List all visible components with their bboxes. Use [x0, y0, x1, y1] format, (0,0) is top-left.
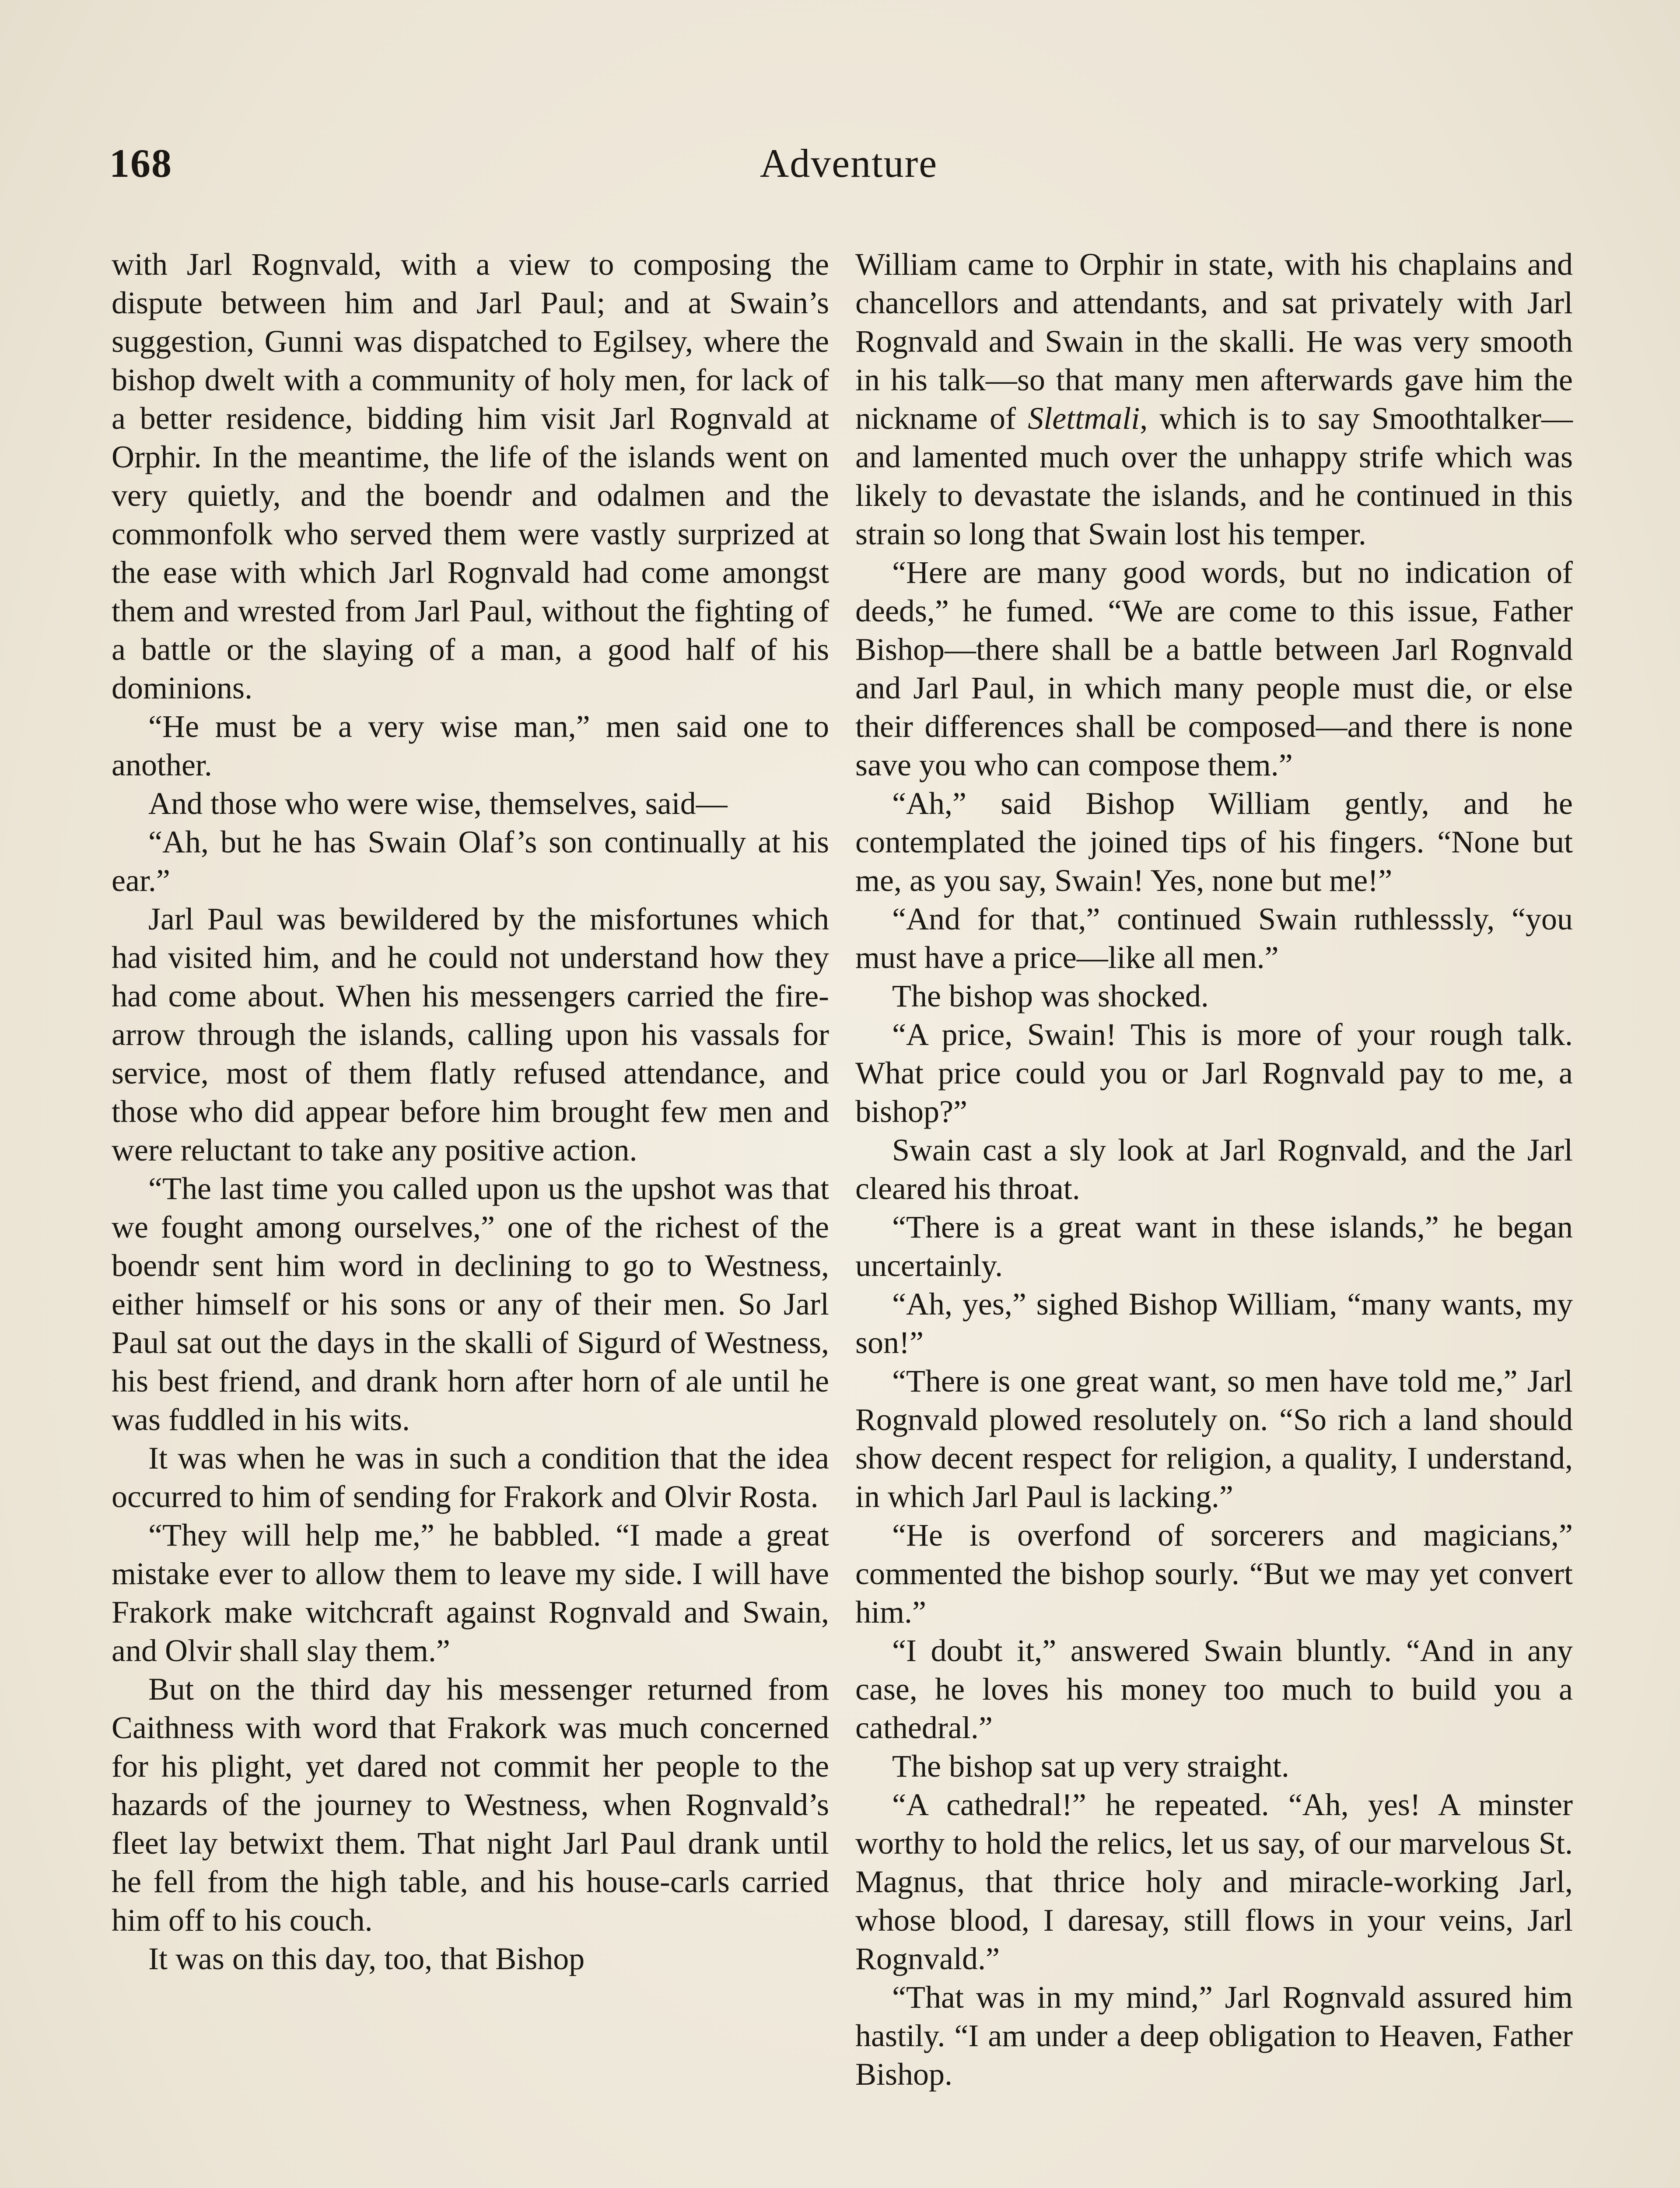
paragraph: “There is one great want, so men have told me,” Jarl Rognvald plowed resolutely on. “So rich a land should show decent respect for religion, a quality, I understand, in which Jarl Paul is lacking.” — [855, 1364, 1573, 1514]
paragraph: “And for that,” continued Swain ruthlesssly, “you must have a price—like all men.” — [855, 901, 1573, 975]
paragraph: The bishop sat up very straight. — [892, 1749, 1289, 1784]
paragraph — [855, 245, 1573, 553]
paragraph: with Jarl Rognvald, with a view to composing the dispute between him and Jarl Paul; and at Swain’s suggestion, Gunni was dispatched to Egilsey, where the bishop dwelt with a community of holy men, for lack of a better residence, bidding him visit Jarl Rognvald at Orphir. In the meantime, the life of the islands went on very quietly, and the boendr and odalmen and the commonfolk who served them were vastly surprized at the ease with which Jarl Rognvald had come amongst them and wrested from Jarl Paul, without the fighting of a battle or the slaying of a man, a good half of his dominions. — [112, 247, 829, 705]
paragraph: And those who were wise, themselves, said— — [148, 786, 728, 821]
page-number: 168 — [109, 141, 172, 186]
paragraph: “They will help me,” he babbled. “I made a great mistake ever to allow them to leave my side. I will have Frakork make witchcraft against Rognvald and Swain, and Olvir shall slay them.” — [112, 1518, 829, 1668]
paragraph: “A cathedral!” he repeated. “Ah, yes! A minster worthy to hold the relics, let us say, of our marvelous St. Magnus, that thrice holy and miracle-working Jarl, whose blood, I daresay, still flows in your veins, Jarl Rognvald.” — [855, 1787, 1573, 1976]
text-run: William came to Orphir in state, with his chaplains and chancellors and attendants, and sat privately with Jarl Rognvald and Swain in the skalli. He was very smooth in his talk—so that many men afterwards gave him the nickname of — [855, 247, 1573, 436]
paragraph: “Ah, yes,” sighed Bishop William, “many wants, my son!” — [855, 1287, 1573, 1360]
paragraph: But on the third day his messenger returned from Caithness with word that Frakork was much concerned for his plight, yet dared not commit her people to the hazards of the journey to Westness, when Rognvald’s fleet lay betwixt them. That night Jarl Paul drank until he fell from the high table, and his house-carls carried him off to his couch. — [112, 1672, 829, 1938]
left-column — [112, 245, 829, 1978]
paragraph: “He is overfond of sorcerers and magicians,” commented the bishop sourly. “But we may yet convert him.” — [855, 1518, 1573, 1630]
paragraph: “There is a great want in these islands,” he began uncertainly. — [855, 1210, 1573, 1283]
text-run: , which is to say Smoothtalker—and lamented much over the unhappy strife which was likely to devastate the islands, and he continued in this strain so long that Swain lost his temper. — [855, 401, 1573, 551]
paragraph: “Ah, but he has Swain Olaf’s son continually at his ear.” — [112, 824, 829, 898]
paragraph: Swain cast a sly look at Jarl Rognvald, and the Jarl cleared his throat. — [855, 1133, 1573, 1206]
paragraph: “The last time you called upon us the upshot was that we fought among ourselves,” one of the richest of the boendr sent him word in declining to go to Westness, either himself or his sons or any of their men. So Jarl Paul sat out the days in the skalli of Sigurd of Westness, his best friend, and drank horn after horn of ale until he was fuddled in his wits. — [112, 1171, 829, 1437]
running-title: Adventure — [760, 141, 938, 186]
paragraph: “I doubt it,” answered Swain bluntly. “And in any case, he loves his money too much to build you a cathedral.” — [855, 1633, 1573, 1745]
paragraph: It was when he was in such a condition that the idea occurred to him of sending for Frakork and Olvir Rosta. — [112, 1441, 829, 1514]
paragraph: “Here are many good words, but no indication of deeds,” he fumed. “We are come to this issue, Father Bishop—there shall be a battle between Jarl Rognvald and Jarl Paul, in which many people must die, or else their differences shall be composed—and there is none save you who can compose them.” — [855, 555, 1573, 782]
paragraph: “That was in my mind,” Jarl Rognvald assured him hastily. “I am under a deep obligation to Heaven, Father Bishop. — [855, 1980, 1573, 2092]
paragraph: “He must be a very wise man,” men said one to another. — [112, 709, 829, 782]
paragraph: “A price, Swain! This is more of your rough talk. What price could you or Jarl Rognvald pay to me, a bishop?” — [855, 1017, 1573, 1129]
right-column — [855, 245, 1573, 2093]
paragraph: The bishop was shocked. — [892, 978, 1209, 1013]
page-header — [109, 140, 1588, 197]
paragraph: Jarl Paul was bewildered by the misfortunes which had visited him, and he could not understand how they had come about. When his messengers carried the fire-arrow through the islands, calling upon his vassals for service, most of them flatly refused attendance, and those who did appear before him brought few men and were reluctant to take any positive action. — [112, 901, 829, 1168]
italic-term: Slettmali — [1028, 401, 1140, 436]
paragraph: It was on this day, too, that Bishop — [148, 1941, 585, 1976]
paragraph: “Ah,” said Bishop William gently, and he contemplated the joined tips of his fingers. “None but me, as you say, Swain! Yes, none but me!” — [855, 786, 1573, 898]
